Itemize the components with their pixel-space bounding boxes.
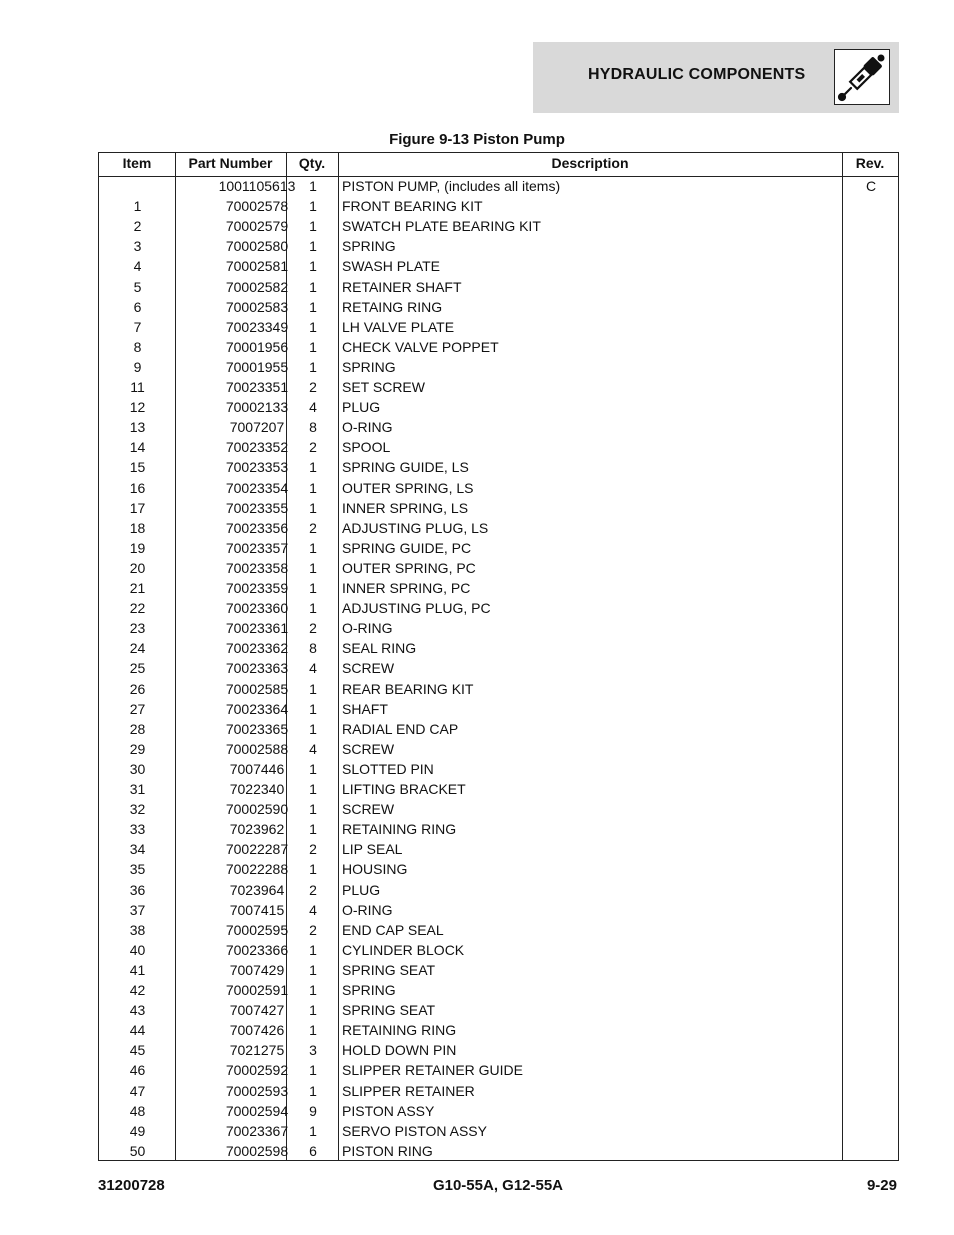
table-row (99, 378, 898, 398)
part-number-cell: 70002580 (225, 238, 289, 255)
part-number-cell: 70002598 (225, 1142, 289, 1159)
qty-cell: 1 (309, 1022, 317, 1039)
part-number-cell: 70023366 (225, 941, 289, 958)
part-number-cell: 70022287 (225, 841, 289, 858)
table-row (99, 318, 898, 338)
item-cell: 14 (129, 439, 146, 456)
description-cell: O-RING (342, 620, 393, 637)
part-number-cell: 7021275 (229, 1042, 285, 1059)
description-cell: O-RING (342, 419, 393, 436)
item-cell: 40 (129, 941, 146, 958)
description-cell: SEAL RING (342, 640, 417, 657)
description-cell: RETAINING RING (342, 1022, 457, 1039)
description-cell: LIP SEAL (342, 841, 403, 858)
part-number-cell: 7007426 (229, 1022, 285, 1039)
item-cell: 46 (129, 1062, 146, 1079)
description-cell: LH VALVE PLATE (342, 318, 455, 335)
part-number-cell: 70002581 (225, 258, 289, 275)
qty-cell: 1 (309, 178, 317, 194)
qty-cell: 3 (309, 1042, 317, 1059)
item-cell: 30 (129, 760, 146, 777)
qty-cell: 4 (309, 399, 317, 416)
table-row (99, 740, 898, 760)
item-cell: 13 (129, 419, 146, 436)
table-row (99, 398, 898, 418)
part-number-cell: 70023361 (225, 620, 289, 637)
item-cell: 7 (133, 318, 142, 335)
table-row (99, 941, 898, 961)
item-cell: 19 (129, 539, 146, 556)
qty-cell: 1 (309, 499, 317, 516)
item-cell: 8 (133, 338, 142, 355)
description-cell: RETAINER SHAFT (342, 278, 462, 295)
table-row (99, 680, 898, 700)
header-rev: Rev. (855, 155, 885, 171)
qty-cell: 8 (309, 419, 317, 436)
figure-title: Figure 9-13 Piston Pump (389, 131, 565, 148)
footer-models: G10-55A, G12-55A (432, 1177, 564, 1194)
item-cell: 35 (129, 861, 146, 878)
item-cell: 24 (129, 640, 146, 657)
qty-cell: 2 (309, 519, 317, 536)
table-row (99, 298, 898, 318)
qty-cell: 2 (309, 439, 317, 456)
part-number-cell: 70002592 (225, 1062, 289, 1079)
table-row (99, 840, 898, 860)
description-cell: SLOTTED PIN (342, 760, 434, 777)
part-number-cell: 7007446 (229, 760, 285, 777)
description-cell: LIFTING BRACKET (342, 781, 466, 797)
description-cell: SET SCREW (342, 379, 425, 395)
description-cell: CHECK VALVE POPPET (342, 338, 499, 355)
item-cell: 2 (133, 218, 142, 235)
part-number-cell: 70002593 (225, 1082, 289, 1099)
footer-doc-number: 31200728 (98, 1177, 165, 1194)
part-number-cell: 70002585 (225, 680, 289, 697)
parts-table (98, 152, 899, 1161)
table-row (99, 519, 898, 539)
rev-cell: C (865, 178, 877, 194)
description-cell: END CAP SEAL (342, 921, 444, 938)
qty-cell: 1 (309, 580, 317, 596)
item-cell: 45 (129, 1042, 146, 1059)
part-number-cell: 70023357 (225, 539, 289, 556)
item-cell: 25 (129, 660, 146, 677)
item-cell: 21 (129, 580, 146, 596)
item-cell: 15 (129, 459, 146, 476)
item-cell: 5 (133, 278, 142, 295)
description-cell: PLUG (342, 881, 381, 898)
qty-cell: 1 (309, 539, 317, 556)
item-cell: 47 (129, 1082, 146, 1099)
part-number-cell: 70023363 (225, 660, 289, 677)
footer-page-number: 9-29 (866, 1177, 897, 1194)
item-cell: 28 (129, 720, 146, 737)
qty-cell: 1 (309, 218, 317, 235)
qty-cell: 4 (309, 901, 317, 918)
qty-cell: 1 (309, 961, 317, 978)
description-cell: INNER SPRING, PC (342, 580, 471, 596)
description-cell: SPRING SEAT (342, 961, 436, 978)
part-number-cell: 70023352 (225, 439, 289, 456)
table-row (99, 438, 898, 458)
qty-cell: 1 (309, 479, 317, 496)
description-cell: O-RING (342, 901, 393, 918)
part-number-cell: 7007415 (229, 901, 285, 918)
table-row (99, 860, 898, 880)
header-description: Description (551, 155, 629, 171)
qty-cell: 2 (309, 921, 317, 938)
qty-cell: 6 (309, 1142, 317, 1159)
item-cell: 50 (129, 1142, 146, 1159)
item-cell: 34 (129, 841, 146, 858)
qty-cell: 1 (309, 680, 317, 697)
description-cell: RETAING RING (342, 298, 443, 315)
part-number-cell: 70002579 (225, 218, 289, 235)
description-cell: SLIPPER RETAINER (342, 1082, 475, 1099)
description-cell: PISTON PUMP, (includes all items) (342, 178, 561, 194)
table-row (99, 599, 898, 619)
table-row (99, 961, 898, 981)
table-row (99, 1041, 898, 1061)
description-cell: ADJUSTING PLUG, PC (342, 600, 491, 617)
description-cell: PISTON ASSY (342, 1102, 435, 1119)
table-row (99, 177, 898, 197)
description-cell: FRONT BEARING KIT (342, 198, 483, 215)
table-row (99, 659, 898, 679)
qty-cell: 4 (309, 660, 317, 677)
part-number-cell: 7023962 (229, 821, 285, 838)
table-row (99, 458, 898, 478)
description-cell: SPRING GUIDE, LS (342, 459, 469, 476)
item-cell: 38 (129, 921, 146, 938)
section-title: HYDRAULIC COMPONENTS (588, 66, 806, 83)
qty-cell: 1 (309, 801, 317, 818)
table-row (99, 1102, 898, 1122)
item-cell: 20 (129, 559, 146, 576)
item-cell: 49 (129, 1122, 146, 1139)
table-header (99, 153, 898, 177)
part-number-cell: 70002578 (225, 198, 289, 215)
table-row (99, 579, 898, 599)
part-number-cell: 70002590 (225, 801, 289, 818)
description-cell: SPRING SEAT (342, 1002, 436, 1019)
description-cell: SPOOL (342, 439, 391, 456)
qty-cell: 1 (309, 760, 317, 777)
qty-cell: 1 (309, 861, 317, 878)
qty-cell: 1 (309, 238, 317, 255)
qty-cell: 1 (309, 358, 317, 375)
part-number-cell: 70023364 (225, 700, 289, 717)
description-cell: SLIPPER RETAINER GUIDE (342, 1062, 524, 1079)
qty-cell: 1 (309, 781, 317, 797)
description-cell: RADIAL END CAP (342, 720, 459, 737)
table-row (99, 559, 898, 579)
part-number-cell: 7007427 (229, 1002, 285, 1019)
item-cell: 43 (129, 1002, 146, 1019)
qty-cell: 2 (309, 841, 317, 858)
part-number-cell: 70023359 (225, 580, 289, 596)
item-cell: 23 (129, 620, 146, 637)
part-number-cell: 70002583 (225, 298, 289, 315)
item-cell: 36 (129, 881, 146, 898)
section-header (533, 42, 899, 113)
part-number-cell: 7022340 (229, 781, 285, 797)
table-row (99, 619, 898, 639)
qty-cell: 1 (309, 459, 317, 476)
header-qty: Qty. (298, 155, 326, 171)
item-cell: 6 (133, 298, 142, 315)
part-number-cell: 70023355 (225, 499, 289, 516)
description-cell: OUTER SPRING, LS (342, 479, 474, 496)
item-cell: 16 (129, 479, 146, 496)
description-cell: ADJUSTING PLUG, LS (342, 519, 489, 536)
qty-cell: 1 (309, 198, 317, 215)
part-number-cell: 70002595 (225, 921, 289, 938)
part-number-cell: 70023360 (225, 600, 289, 617)
qty-cell: 1 (309, 559, 317, 576)
qty-cell: 2 (309, 881, 317, 898)
qty-cell: 1 (309, 941, 317, 958)
table-row (99, 499, 898, 519)
part-number-cell: 70001956 (225, 338, 289, 355)
hydraulic-cylinder-icon (834, 49, 890, 105)
qty-cell: 9 (309, 1102, 317, 1119)
description-cell: SCREW (342, 801, 395, 818)
item-cell: 37 (129, 901, 146, 918)
part-number-cell: 70002588 (225, 740, 289, 757)
table-row (99, 278, 898, 298)
description-cell: REAR BEARING KIT (342, 680, 474, 697)
qty-cell: 1 (309, 1062, 317, 1079)
item-cell: 42 (129, 982, 146, 998)
description-cell: SPRING GUIDE, PC (342, 539, 472, 556)
part-number-cell: 1001105613 (218, 178, 296, 194)
table-row (99, 197, 898, 217)
item-cell: 31 (129, 781, 146, 797)
table-row (99, 1021, 898, 1041)
table-row (99, 237, 898, 257)
description-cell: SPRING (342, 358, 396, 375)
part-number-cell: 70023353 (225, 459, 289, 476)
qty-cell: 1 (309, 258, 317, 275)
item-cell: 3 (133, 238, 142, 255)
part-number-cell: 70023362 (225, 640, 289, 657)
description-cell: SWATCH PLATE BEARING KIT (342, 218, 541, 235)
table-row (99, 418, 898, 438)
part-number-cell: 70023354 (225, 479, 289, 496)
part-number-cell: 70023367 (225, 1122, 289, 1139)
qty-cell: 1 (309, 700, 317, 717)
part-number-cell: 70001955 (225, 358, 289, 375)
table-row (99, 820, 898, 840)
qty-cell: 1 (309, 600, 317, 617)
table-row (99, 800, 898, 820)
table-row (99, 901, 898, 921)
part-number-cell: 70002582 (225, 278, 289, 295)
item-cell: 32 (129, 801, 146, 818)
description-cell: SERVO PISTON ASSY (342, 1122, 487, 1139)
table-row (99, 217, 898, 237)
qty-cell: 1 (309, 720, 317, 737)
header-part-number: Part Number (188, 155, 273, 171)
item-cell: 12 (129, 399, 146, 416)
table-row (99, 700, 898, 720)
description-cell: CYLINDER BLOCK (342, 941, 465, 958)
table-row (99, 639, 898, 659)
part-number-cell: 7007429 (229, 961, 285, 978)
qty-cell: 4 (309, 740, 317, 757)
part-number-cell: 70023358 (225, 559, 289, 576)
description-cell: SHAFT (342, 700, 388, 717)
item-cell: 33 (129, 821, 146, 838)
qty-cell: 2 (309, 620, 317, 637)
table-row (99, 921, 898, 941)
part-number-cell: 70022288 (225, 861, 289, 878)
item-cell: 4 (133, 258, 142, 275)
item-cell: 44 (129, 1022, 146, 1039)
description-cell: SCREW (342, 740, 395, 757)
qty-cell: 1 (309, 1082, 317, 1099)
item-cell: 48 (129, 1102, 146, 1119)
table-row (99, 257, 898, 277)
item-cell: 29 (129, 740, 146, 757)
description-cell: HOLD DOWN PIN (342, 1042, 457, 1059)
qty-cell: 1 (309, 338, 317, 355)
description-cell: SPRING (342, 982, 396, 998)
part-number-cell: 70002133 (225, 399, 289, 416)
part-number-cell: 70023349 (225, 318, 289, 335)
item-cell: 17 (129, 499, 146, 516)
part-number-cell: 7007207 (229, 419, 285, 436)
item-cell: 18 (129, 519, 146, 536)
table-row (99, 1142, 898, 1162)
qty-cell: 2 (309, 379, 317, 395)
table-row (99, 780, 898, 800)
table-row (99, 760, 898, 780)
description-cell: SWASH PLATE (342, 258, 441, 275)
table-row (99, 720, 898, 740)
table-row (99, 1061, 898, 1081)
part-number-cell: 70002594 (225, 1102, 289, 1119)
qty-cell: 1 (309, 821, 317, 838)
qty-cell: 8 (309, 640, 317, 657)
description-cell: RETAINING RING (342, 821, 457, 838)
header-item: Item (122, 155, 152, 171)
description-cell: PLUG (342, 399, 381, 416)
qty-cell: 1 (309, 318, 317, 335)
qty-cell: 1 (309, 278, 317, 295)
description-cell: HOUSING (342, 861, 408, 878)
qty-cell: 1 (309, 1122, 317, 1139)
qty-cell: 1 (309, 298, 317, 315)
part-number-cell: 70023365 (225, 720, 289, 737)
item-cell: 11 (130, 379, 145, 395)
part-number-cell: 70023356 (225, 519, 289, 536)
qty-cell: 1 (309, 982, 317, 998)
description-cell: PISTON RING (342, 1142, 433, 1159)
description-cell: OUTER SPRING, PC (342, 559, 476, 576)
table-row (99, 1122, 898, 1142)
table-row (99, 358, 898, 378)
part-number-cell: 7023964 (229, 881, 285, 898)
part-number-cell: 70002591 (225, 982, 289, 998)
table-row (99, 338, 898, 358)
table-row (99, 479, 898, 499)
item-cell: 27 (129, 700, 146, 717)
table-row (99, 1001, 898, 1021)
description-cell: INNER SPRING, LS (342, 499, 469, 516)
description-cell: SCREW (342, 660, 395, 677)
description-cell: SPRING (342, 238, 396, 255)
table-row (99, 881, 898, 901)
item-cell: 22 (129, 600, 146, 617)
table-row (99, 1082, 898, 1102)
table-row (99, 981, 898, 1001)
item-cell: 1 (133, 198, 142, 215)
qty-cell: 1 (309, 1002, 317, 1019)
item-cell: 41 (129, 961, 146, 978)
table-row (99, 539, 898, 559)
item-cell: 26 (129, 680, 146, 697)
item-cell: 9 (133, 358, 142, 375)
part-number-cell: 70023351 (225, 379, 289, 395)
